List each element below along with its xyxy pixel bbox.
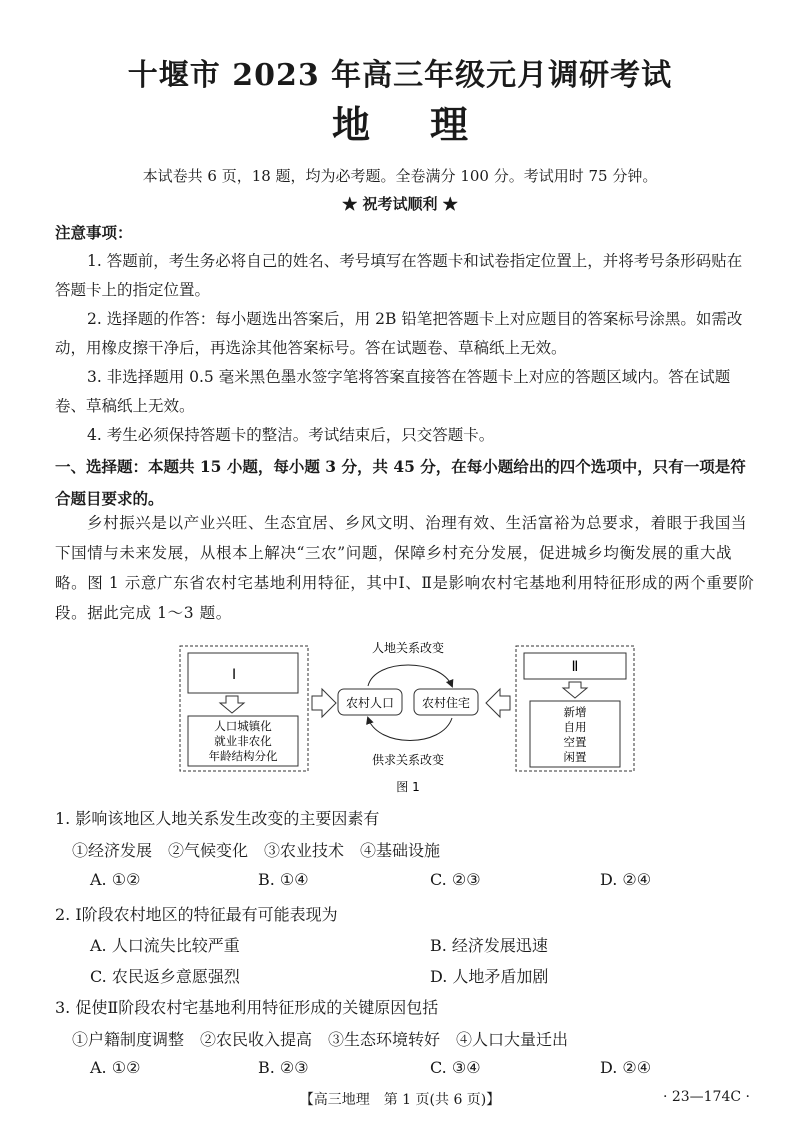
good-luck-line: ★ 祝考试顺利 ★ xyxy=(342,195,458,213)
rural-housing-label: 农村住宅 xyxy=(421,696,471,710)
exam-info: 本试卷共 6 页，18 题，均为必考题。全卷满分 100 分。考试用时 75 分钟。 xyxy=(142,167,658,185)
rural-population-label: 农村人口 xyxy=(345,696,395,710)
option-d: D. 人地矛盾加剧 xyxy=(430,967,549,986)
page-footer: 【高三地理 第 1 页(共 6 页)】 xyxy=(299,1092,501,1108)
stage2-label: Ⅱ xyxy=(571,659,579,675)
notes-heading: 注意事项： xyxy=(55,223,133,242)
question-1-stem: 1. 影响该地区人地关系发生改变的主要因素有 xyxy=(55,809,380,828)
figure-1 xyxy=(170,636,650,796)
section1-heading xyxy=(55,451,755,515)
stage2-item: 自用 xyxy=(563,720,587,734)
option-c: C. ②③ xyxy=(430,870,481,889)
option-c: C. 农民返乡意愿强烈 xyxy=(90,967,240,986)
stage1-box xyxy=(188,653,298,693)
question-2-stem: 2. Ⅰ阶段农村地区的特征最有可能表现为 xyxy=(55,905,338,924)
note-item: 2. 选择题的作答：每小题选出答案后，用 2B 铅笔把答题卡上对应题目的答案标号涂黑。如需改动，用橡皮擦干净后，再选涂其他答案标号。答在试题卷、草稿纸上无效。 xyxy=(55,310,743,357)
stage2-item: 闲置 xyxy=(563,750,587,764)
bottom-cycle-arrow xyxy=(368,718,452,741)
note-item: 1. 答题前，考生务必将自己的姓名、考号填写在答题卡和试卷指定位置上，并将考号条形码贴在答题卡上的指定位置。 xyxy=(55,252,743,299)
option-d: D. ②④ xyxy=(600,870,652,889)
option-a: A. ①② xyxy=(90,870,141,889)
right-arrow-icon xyxy=(312,689,336,717)
bottom-relation-label: 供求关系改变 xyxy=(371,753,445,767)
option-c: C. ③④ xyxy=(430,1058,481,1077)
stage2-item: 新增 xyxy=(563,705,587,719)
down-arrow-icon xyxy=(563,682,587,698)
stage1-item: 人口城镇化 xyxy=(214,719,272,733)
subject-title: 地理 xyxy=(331,102,528,147)
exam-code: · 23—174C · xyxy=(662,1089,750,1105)
figure-caption: 图 1 xyxy=(396,780,420,794)
top-cycle-arrow xyxy=(368,665,452,686)
stage1-item: 年龄结构分化 xyxy=(208,749,278,763)
stage1-label: Ⅰ xyxy=(232,667,237,683)
note-item: 3. 非选择题用 0.5 毫米黑色墨水签字笔将答案直接答在答题卡上对应的答题区域内。答在试题卷、草稿纸上无效。 xyxy=(55,368,731,415)
left-arrow-icon xyxy=(486,689,510,717)
note-item: 4. 考生必须保持答题卡的整洁。考试结束后，只交答题卡。 xyxy=(87,426,495,444)
down-arrow-icon xyxy=(220,696,244,713)
question-1-statements: ①经济发展 ②气候变化 ③农业技术 ④基础设施 xyxy=(72,841,441,860)
section1-heading-text: 一、选择题：本题共 15 小题，每小题 3 分，共 45 分，在每小题给出的四个选项中，只有一项是符合题目要求的。 xyxy=(55,457,746,508)
notes-section xyxy=(55,218,755,450)
stage2-item: 空置 xyxy=(563,735,587,749)
option-b: B. ①④ xyxy=(258,870,309,889)
option-a: A. 人口流失比较严重 xyxy=(90,936,240,955)
option-b: B. ②③ xyxy=(258,1058,309,1077)
passage: 乡村振兴是以产业兴旺、生态宜居、乡风文明、治理有效、生活富裕为总要求，着眼于我国当下国情与未来发展，从根本上解决“三农”问题，保障乡村充分发展，促进城乡均衡发展的重大战略。图 1 示意广东省农村宅基地利用特征，其中Ⅰ、Ⅱ是影响农村宅基地利用特征形成的两个重要阶段。据此完成 1～3 题。 xyxy=(55,514,755,622)
question-3-stem: 3. 促使Ⅱ阶段农村宅基地利用特征形成的关键原因包括 xyxy=(55,998,439,1017)
option-a: A. ①② xyxy=(90,1058,141,1077)
stage1-item: 就业非农化 xyxy=(214,734,272,748)
question-3-statements: ①户籍制度调整 ②农民收入提高 ③生态环境转好 ④人口大量迁出 xyxy=(72,1030,569,1049)
top-relation-label: 人地关系改变 xyxy=(371,641,445,655)
exam-title: 十堰市 2023 年高三年级元月调研考试 xyxy=(127,58,673,93)
option-b: B. 经济发展迅速 xyxy=(430,936,548,955)
option-d: D. ②④ xyxy=(600,1058,652,1077)
